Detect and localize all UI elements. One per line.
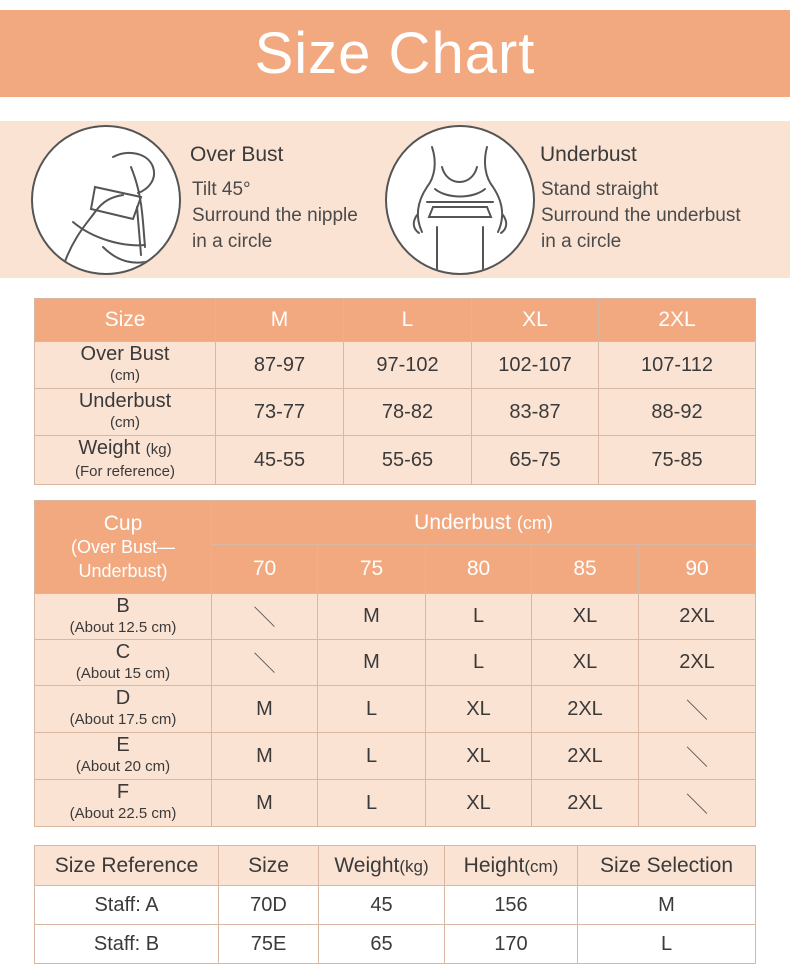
table-row <box>35 886 756 925</box>
over-bust-line-1: Tilt 45° <box>192 179 251 200</box>
row-label <box>35 436 216 485</box>
size-col-m: M <box>216 299 344 342</box>
cup-label <box>35 733 212 780</box>
table-cell: L <box>426 594 532 640</box>
cup-sub: (About 15 cm) <box>75 664 171 682</box>
table-cell: M <box>318 594 426 640</box>
cup-sub: (About 22.5 cm) <box>69 805 177 822</box>
size-col-xl: XL <box>472 299 599 342</box>
table-cell: 88-92 <box>599 389 756 436</box>
cup-label <box>35 594 212 640</box>
table-cell: 65 <box>319 925 445 964</box>
table-cell: 2XL <box>532 780 639 827</box>
height-header <box>445 846 578 886</box>
underbust-title: Underbust <box>540 143 637 166</box>
table-cell: M <box>578 886 756 925</box>
underbust-header-unit: (cm) <box>516 512 553 533</box>
staff-name: Staff: B <box>35 925 219 964</box>
table-row <box>35 342 756 389</box>
col-75: 75 <box>318 545 426 594</box>
col-90: 90 <box>639 545 756 594</box>
col-85: 85 <box>532 545 639 594</box>
table-cell: ＼ <box>639 733 756 780</box>
table-row <box>35 780 756 827</box>
over-bust-line-3: in a circle <box>192 231 273 252</box>
weight-header-unit: (kg) <box>399 856 429 876</box>
weight-header-label: Weight <box>334 853 400 877</box>
table-cell: 75E <box>219 925 319 964</box>
cup-letter: D <box>115 687 131 709</box>
table-cell: ＼ <box>212 594 318 640</box>
title-banner <box>0 10 790 97</box>
height-header-label: Height <box>463 853 525 877</box>
cup-letter: C <box>115 640 131 663</box>
table-row <box>35 594 756 640</box>
underbust-illustration <box>385 125 535 275</box>
cup-title: Cup <box>103 511 143 535</box>
table-cell: 55-65 <box>344 436 472 485</box>
cup-corner <box>35 501 212 594</box>
row-label <box>35 342 216 389</box>
table-cell: XL <box>426 686 532 733</box>
underbust-label: Underbust <box>78 390 172 412</box>
row-unit: (cm) <box>110 414 140 431</box>
table-cell: 2XL <box>532 686 639 733</box>
table-cell: M <box>318 640 426 686</box>
row-label <box>35 389 216 436</box>
table-row <box>35 733 756 780</box>
table-cell: 102-107 <box>472 342 599 389</box>
staff-name: Staff: A <box>35 886 219 925</box>
height-header-unit: (cm) <box>524 856 559 876</box>
selection-header: Size Selection <box>578 846 756 886</box>
table-cell: 2XL <box>639 640 756 686</box>
table-cell: L <box>318 780 426 827</box>
table-cell: M <box>212 780 318 827</box>
table-cell: 2XL <box>639 594 756 640</box>
measurement-guide <box>0 121 790 278</box>
table-cell: 45-55 <box>216 436 344 485</box>
table-row <box>35 686 756 733</box>
cup-table <box>34 500 756 827</box>
weight-unit: (kg) <box>145 441 172 458</box>
table-cell: 97-102 <box>344 342 472 389</box>
cup-letter: B <box>116 594 130 617</box>
reference-header-row <box>35 846 756 886</box>
size-col-l: L <box>344 299 472 342</box>
cup-label <box>35 780 212 827</box>
cup-label <box>35 686 212 733</box>
table-cell: XL <box>426 733 532 780</box>
table-cell: 107-112 <box>599 342 756 389</box>
table-cell: L <box>318 686 426 733</box>
size-table <box>34 298 756 485</box>
table-cell: 45 <box>319 886 445 925</box>
weight-label: Weight <box>78 437 141 459</box>
weight-header <box>319 846 445 886</box>
row-note: (For reference) <box>74 463 176 480</box>
table-cell: M <box>212 733 318 780</box>
table-cell: 78-82 <box>344 389 472 436</box>
table-row <box>35 925 756 964</box>
underbust-line-2: Surround the underbust <box>541 205 741 226</box>
table-cell: M <box>212 686 318 733</box>
over-bust-line-2: Surround the nipple <box>192 205 358 226</box>
table-cell: L <box>578 925 756 964</box>
table-cell: 87-97 <box>216 342 344 389</box>
table-cell: 70D <box>219 886 319 925</box>
table-cell: L <box>426 640 532 686</box>
cup-formula-2: Underbust) <box>78 560 168 581</box>
cup-sub: (About 17.5 cm) <box>69 711 177 728</box>
table-cell: 156 <box>445 886 578 925</box>
table-row <box>35 389 756 436</box>
size-header: Size <box>219 846 319 886</box>
size-header-row <box>35 299 756 342</box>
table-cell: ＼ <box>639 686 756 733</box>
cup-letter: F <box>116 781 130 803</box>
cup-label <box>35 640 212 686</box>
table-cell: 75-85 <box>599 436 756 485</box>
table-row <box>35 436 756 485</box>
table-cell: XL <box>426 780 532 827</box>
underbust-line-3: in a circle <box>541 231 622 252</box>
cup-sub: (About 20 cm) <box>75 758 171 775</box>
table-row <box>35 640 756 686</box>
page-title: Size Chart <box>254 21 536 86</box>
cup-sub: (About 12.5 cm) <box>69 618 177 636</box>
table-cell: XL <box>532 640 639 686</box>
size-col-2xl: 2XL <box>599 299 756 342</box>
table-cell: 170 <box>445 925 578 964</box>
table-cell: 65-75 <box>472 436 599 485</box>
cup-header-row <box>35 501 756 545</box>
table-cell: 83-87 <box>472 389 599 436</box>
col-70: 70 <box>212 545 318 594</box>
col-80: 80 <box>426 545 532 594</box>
size-corner: Size <box>35 299 216 342</box>
cup-formula-1: (Over Bust— <box>70 536 176 557</box>
table-cell: 73-77 <box>216 389 344 436</box>
over-bust-label: Over Bust <box>80 343 170 365</box>
over-bust-illustration <box>31 125 181 275</box>
cup-letter: E <box>116 734 130 756</box>
underbust-figure-icon <box>387 127 533 273</box>
underbust-header <box>212 501 756 545</box>
row-unit: (cm) <box>110 367 140 384</box>
table-cell: ＼ <box>212 640 318 686</box>
reference-table <box>34 845 756 964</box>
table-cell: L <box>318 733 426 780</box>
over-bust-figure-icon <box>33 127 179 273</box>
table-cell: XL <box>532 594 639 640</box>
underbust-line-1: Stand straight <box>541 179 659 200</box>
underbust-header-label: Underbust <box>414 510 512 534</box>
table-cell: 2XL <box>532 733 639 780</box>
over-bust-title: Over Bust <box>190 143 284 166</box>
ref-header: Size Reference <box>35 846 219 886</box>
table-cell: ＼ <box>639 780 756 827</box>
